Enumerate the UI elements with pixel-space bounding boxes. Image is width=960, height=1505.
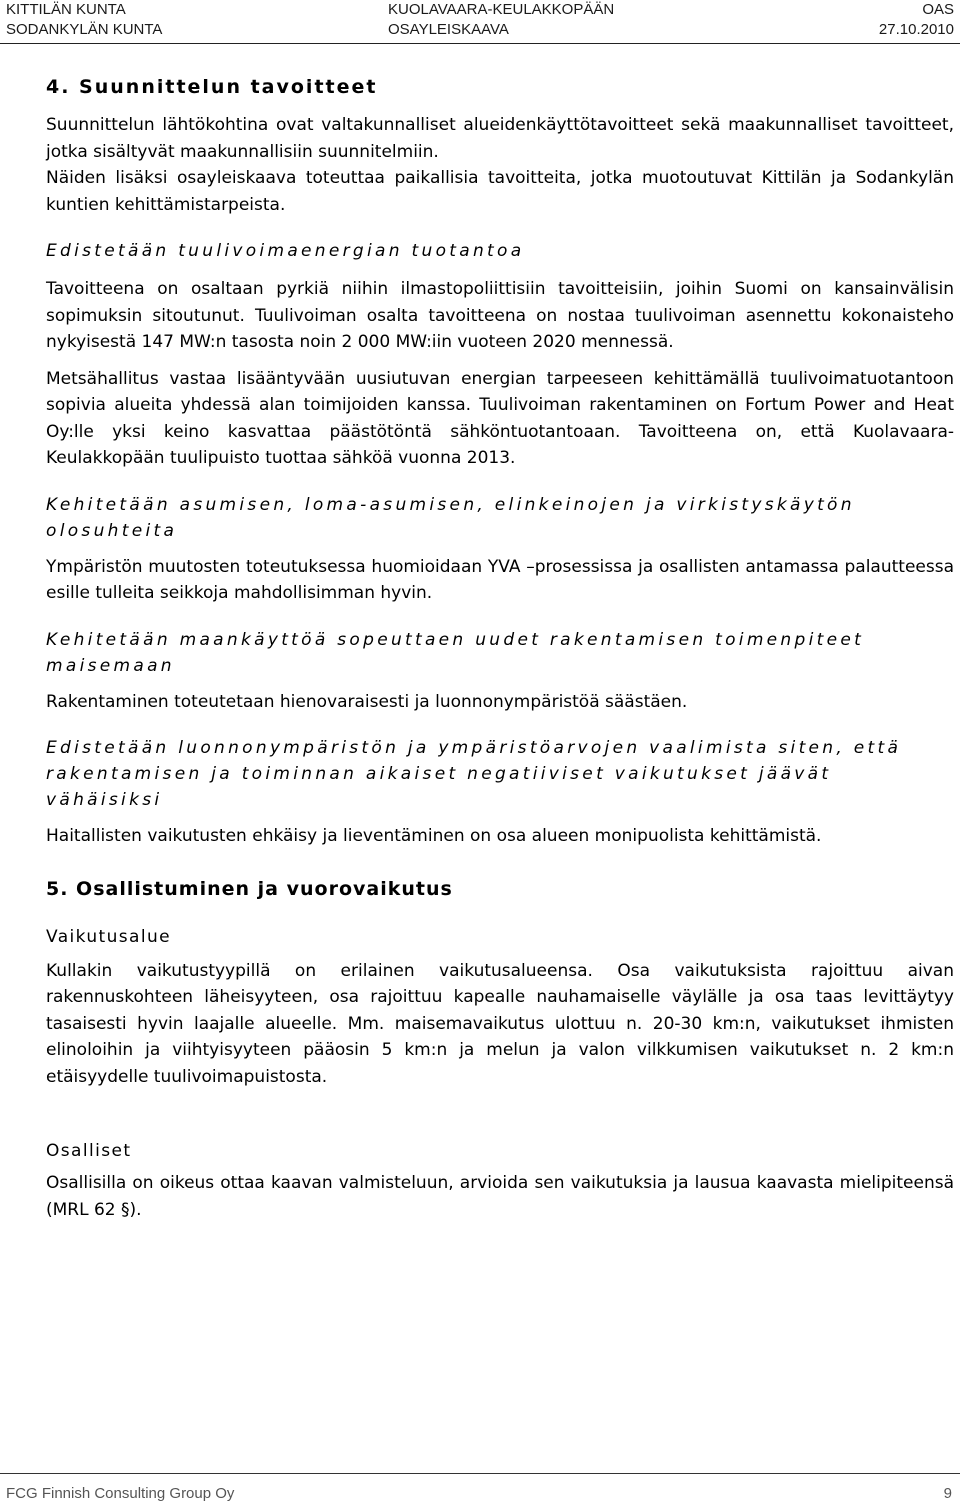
header-municipality-2: SODANKYLÄN KUNTA <box>6 21 163 38</box>
footer-divider <box>0 1473 960 1474</box>
goal-heading-living: Kehitetään asumisen, loma-asumisen, elinkeinojen ja virkistyskäytön olosuhteita <box>46 494 855 541</box>
header-middle <box>388 0 614 40</box>
footer-page-number: 9 <box>943 1485 952 1502</box>
header-date: 27.10.2010 <box>878 21 954 38</box>
goal-heading-nature: Edistetään luonnonympäristön ja ympäristöarvojen vaalimista siten, että rakentamisen ja toiminnan aikaiset negatiiviset vaikutukset jäävät vähäisiksi <box>46 738 902 810</box>
header-divider <box>0 43 960 44</box>
stakeholders-paragraph: Osallisilla on oikeus ottaa kaavan valmisteluun, arvioida sen vaikutuksia ja lausua kaavasta mielipiteensä (MRL 62 §). <box>46 1173 954 1220</box>
header-right <box>879 0 954 40</box>
goal-paragraph-metsahallitus: Metsähallitus vastaa lisääntyvään uusiutuvan energian tarpeeseen kehittämällä tuulivoimatuotantoon sopivia alueita yhdessä alan toimijoiden kanssa. Tuulivoiman rakentaminen on Fortum Power and Heat Oy:lle yksi keino kasvattaa päästötöntä sähköntuotantoaan. Tavoitteena on, että Kuolavaara-Keulakkopään tuulipuisto tuottaa sähköä vuonna 2013. <box>46 368 954 468</box>
header-plan-type: OSAYLEISKAAVA <box>388 21 509 38</box>
page-content <box>46 70 954 1223</box>
impact-area-paragraph: Kullakin vaikutustyypillä on erilainen vaikutusalueensa. Osa vaikutuksista rajoittuu aivan rakennuskohteen läheisyyteen, osa rajoittuu kapealle nauhamaiselle väylälle ja osa taas levittäytyy tasaisesti hyvin laajalle alueelle. Mm. maisemavaikutus ulottuu n. 20-30 km:n, vaikutukset ihmisten elinoloihin ja viihtyisyyteen pääosin 5 km:n ja melun ja valon vilkkumisen vaikutukset n. 2 km:n etäisyydelle tuulivoimapuistosta. <box>46 960 954 1087</box>
header-left <box>6 0 162 40</box>
goal-paragraph-yva: Ympäristön muutosten toteutuksessa huomioidaan YVA –prosessissa ja osallisten antamassa palautteessa esille tulleita seikkoja mahdollisimman hyvin. <box>46 556 954 603</box>
goal-heading-wind-energy: Edistetään tuulivoimaenergian tuotantoa <box>46 241 525 261</box>
subheading-stakeholders: Osalliset <box>46 1141 132 1161</box>
section-4-intro-2: Näiden lisäksi osayleiskaava toteuttaa paikallisia tavoitteita, jotka muotoutuvat Kittilän ja Sodankylän kuntien kehittämistarpeista. <box>46 168 954 215</box>
section-5-title: 5. Osallistuminen ja vuorovaikutus <box>46 877 453 900</box>
subheading-impact-area: Vaikutusalue <box>46 926 172 947</box>
section-4-title: 4. Suunnittelun tavoitteet <box>46 76 378 98</box>
section-4-intro-1: Suunnittelun lähtökohtina ovat valtakunnalliset alueidenkäyttötavoitteet sekä maakunnalliset tavoitteet, jotka sisältyvät maakunnallisiin suunnitelmiin. <box>46 115 954 162</box>
footer-company: FCG Finnish Consulting Group Oy <box>6 1485 235 1502</box>
header-doc-code: OAS <box>922 1 954 18</box>
header-municipality-1: KITTILÄN KUNTA <box>6 1 126 18</box>
header-project-title: KUOLAVAARA-KEULAKKOPÄÄN <box>388 1 615 18</box>
goal-paragraph-construction: Rakentaminen toteutetaan hienovaraisesti ja luonnonympäristöä säästäen. <box>46 691 688 712</box>
goal-heading-land-use: Kehitetään maankäyttöä sopeuttaen uudet rakentamisen toimenpiteet maisemaan <box>46 629 865 676</box>
goal-paragraph-climate: Tavoitteena on osaltaan pyrkiä niihin ilmastopoliittisiin tavoitteisiin, joihin Suomi on kansainvälisin sopimuksin sitoutunut. Tuulivoiman osalta tavoitteena on nostaa tuulivoiman asennettu kokonaisteho nykyisestä 147 MW:n tasosta noin 2 000 MW:iin vuoteen 2020 mennessä. <box>46 279 954 352</box>
goal-paragraph-mitigation: Haitallisten vaikutusten ehkäisy ja lieventäminen on osa alueen monipuolista kehittämistä. <box>46 826 822 846</box>
